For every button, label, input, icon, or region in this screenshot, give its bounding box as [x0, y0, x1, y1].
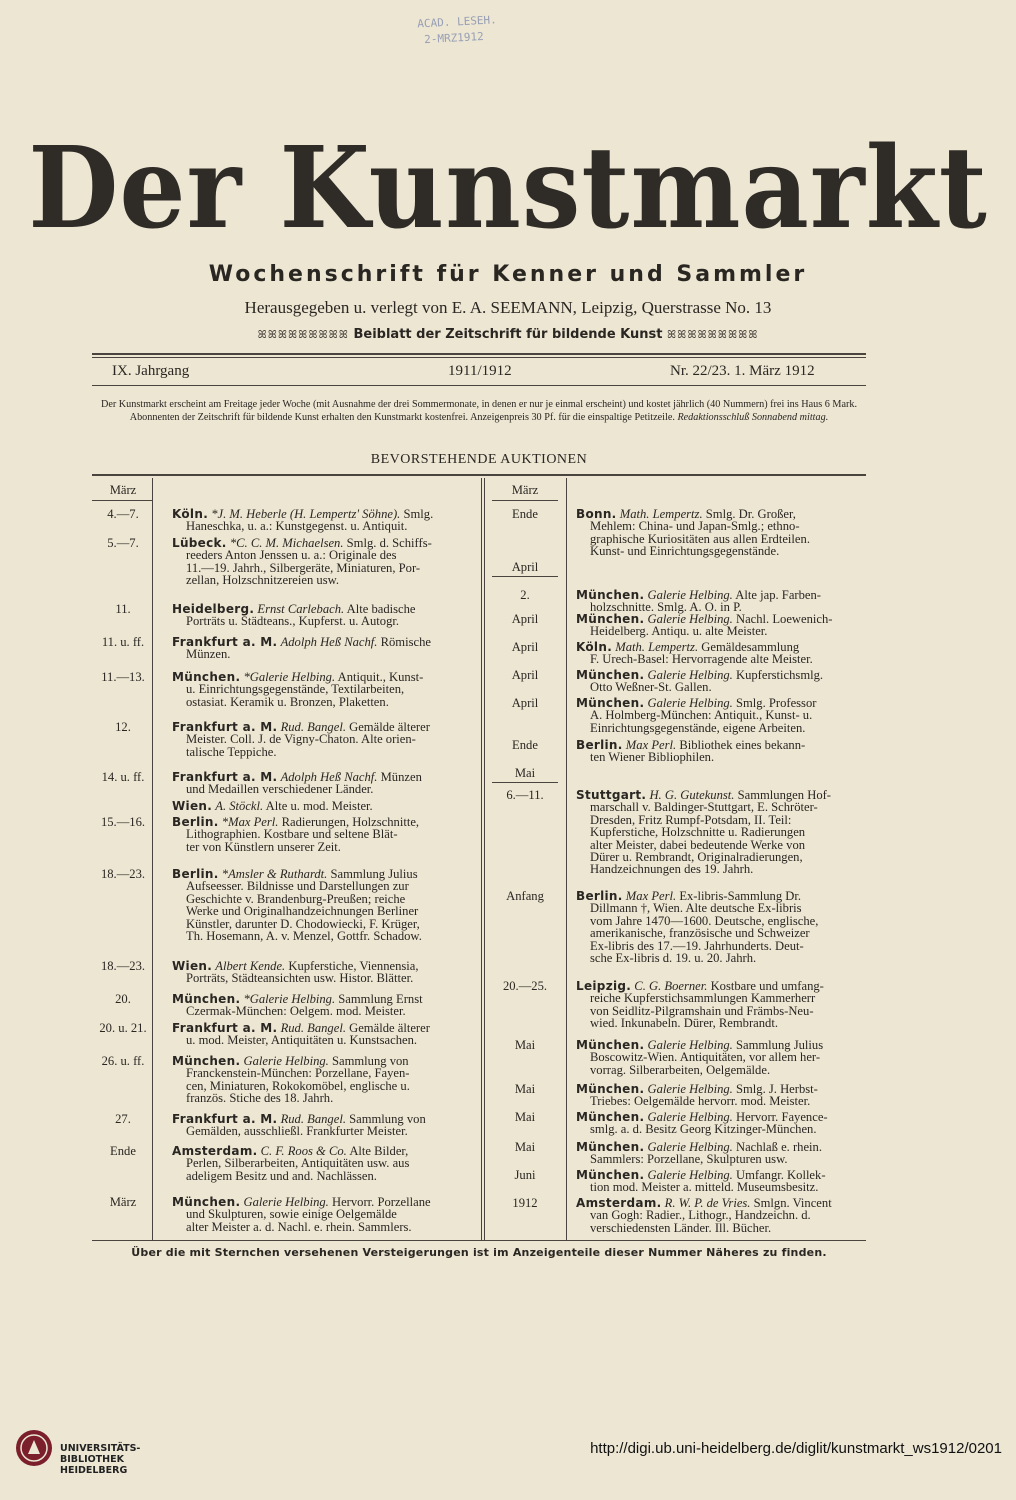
- april-rule: [492, 576, 558, 577]
- auction-house: *Galerie Helbing.: [243, 670, 336, 684]
- left-auction-entry: [172, 868, 474, 942]
- auction-house: Galerie Helbing.: [243, 1195, 329, 1209]
- auction-text-line: 11.—19. Jahrh., Silbergeräte, Miniaturen, Por-: [186, 560, 421, 575]
- right-auction-entry: [576, 613, 870, 638]
- right-month-top: März: [511, 483, 539, 497]
- auction-text-line: Sammlungen Hof-: [737, 788, 831, 802]
- left-auction-entry: [172, 1196, 474, 1233]
- auction-text-line: Sammlung Ernst: [338, 992, 423, 1006]
- auction-text-line: amerikanische, französische und Schweizer: [590, 926, 810, 941]
- auction-house: Albert Kende.: [215, 959, 286, 973]
- right-auction-entry: [576, 980, 870, 1030]
- left-auction-entry: [172, 771, 474, 796]
- auction-house: A. Stöckl.: [215, 799, 264, 813]
- auction-city: Lübeck.: [172, 536, 227, 550]
- auction-text-line: u. Einrichtungsgegenstände, Textilarbeiten,: [186, 682, 405, 697]
- auction-text-line: Czermak-München: Oelgem. mod. Meister.: [186, 1004, 406, 1019]
- auction-text-line: Boscowitz-Wien. Antiquitäten, vor allem her-: [590, 1050, 821, 1065]
- right-auction-entry: [576, 1039, 870, 1076]
- auction-text-line: französ. Stiche des 18. Jahrh.: [186, 1091, 334, 1106]
- left-entry-date: 4.—7.: [107, 507, 139, 521]
- auction-text-line: vom Jahre 1470—1600. Deutsche, englische,: [590, 913, 819, 928]
- right-auction-entry: [576, 641, 870, 666]
- left-auction-entry: [172, 960, 474, 985]
- auction-house: Rud. Bangel.: [280, 720, 346, 734]
- left-entry-date: 12.: [115, 720, 131, 734]
- auction-city: München.: [576, 1082, 645, 1096]
- left-auction-entry: [172, 636, 474, 661]
- auction-city: München.: [172, 670, 241, 684]
- left-month-rule: [92, 500, 152, 501]
- right-entry-date: Mai: [514, 1082, 536, 1096]
- auction-text-line: A. Holmberg-München: Antiquit., Kunst- u.: [590, 708, 813, 723]
- right-auction-entry: [576, 789, 870, 876]
- auction-house: Adolph Heß Nachf.: [280, 635, 378, 649]
- auction-house: Max Perl.: [625, 738, 677, 752]
- right-entry-date: Ende: [512, 738, 538, 752]
- auction-house: Galerie Helbing.: [647, 1082, 733, 1096]
- right-month-rule: [492, 500, 558, 501]
- auction-text-line: Nachl. Loewenich-: [735, 612, 833, 626]
- left-entry-date: 11.—13.: [101, 670, 145, 684]
- left-auction-entry: [172, 800, 474, 812]
- right-entry-date: Ende: [512, 507, 538, 521]
- rule-top-thin: [92, 357, 866, 358]
- auction-text-line: Ex-libris-Sammlung Dr.: [679, 889, 802, 903]
- auction-text-line: u. mod. Meister, Antiquitäten u. Kunstsachen.: [186, 1033, 418, 1048]
- auction-text-line: Römische: [380, 635, 431, 649]
- auction-city: München.: [576, 1038, 645, 1052]
- auction-text-line: Künstler, darunter D. Chodowiecki, F. Krüger,: [186, 916, 420, 931]
- auction-house: H. G. Gutekunst.: [649, 788, 735, 802]
- right-auction-entry: [576, 739, 870, 764]
- auction-city: Wien.: [172, 959, 213, 973]
- masthead-subtitle: Wochenschrift für Kenner und Sammler: [208, 262, 808, 287]
- auction-text-line: Franckenstein-München: Porzellane, Fayen-: [186, 1066, 410, 1081]
- auction-city: München.: [172, 992, 241, 1006]
- auction-house: Math. Lempertz.: [619, 507, 703, 521]
- auction-text-line: Alte jap. Farben-: [735, 588, 821, 602]
- auction-text-line: Th. Hosemann, A. v. Menzel, Gottfr. Schadow.: [186, 929, 422, 944]
- auction-house: Rud. Bangel.: [280, 1021, 346, 1035]
- auction-city: Köln.: [172, 507, 209, 521]
- issue-number: Nr. 22/23. 1. März 1912: [670, 363, 815, 379]
- auction-city: Frankfurt a. M.: [172, 1021, 278, 1035]
- left-entry-date: 11. u. ff.: [101, 635, 145, 649]
- auction-house: Galerie Helbing.: [647, 1110, 733, 1124]
- library-line-2: BIBLIOTHEK: [60, 1454, 124, 1465]
- auction-city: Heidelberg.: [172, 602, 255, 616]
- auction-house: *Max Perl.: [221, 815, 279, 829]
- auction-text-line: alter Meister a. d. Nachl. e. rhein. Sammlers.: [186, 1219, 412, 1234]
- auction-text-line: Smlg. Professor: [735, 696, 817, 710]
- right-entry-date: 2.: [520, 588, 530, 602]
- column-divider-a: [481, 478, 482, 1240]
- auction-house: R. W. P. de Vries.: [664, 1196, 751, 1210]
- left-auction-entry: [172, 1055, 474, 1105]
- auction-city: München.: [576, 588, 645, 602]
- auction-text-line: reiche Kupferstichsammlungen Kammerherr: [590, 991, 816, 1006]
- auction-house: *C. C. M. Michaelsen.: [229, 536, 344, 550]
- auction-city: Berlin.: [172, 815, 219, 829]
- auction-text-line: ostasiat. Keramik u. Bronzen, Plaketten.: [186, 694, 389, 709]
- issue-line: [92, 363, 852, 383]
- auction-house: *Galerie Helbing.: [243, 992, 336, 1006]
- issue-years: 1911/1912: [448, 363, 512, 379]
- left-entry-date: 26. u. ff.: [101, 1054, 145, 1068]
- auction-text-line: zellan, Holzschnitzereien usw.: [186, 573, 340, 588]
- auction-text-line: Aufseesser. Bildnisse und Darstellungen zur: [186, 879, 409, 894]
- right-date-rule: [566, 478, 567, 1240]
- left-entry-date: 20.: [115, 992, 131, 1006]
- ornament-right: ꕤꕤꕤꕤꕤꕤꕤꕤꕤ: [667, 328, 759, 341]
- auction-text-line: graphische Kuriositäten aus allen Erdteilen.: [590, 531, 810, 546]
- right-entry-date: Mai: [514, 1110, 536, 1124]
- right-auction-entry: [576, 508, 870, 558]
- auction-city: Amsterdam.: [172, 1144, 258, 1158]
- masthead-publisher: Herausgegeben u. verlegt von E. A. SEEMANN, Leipzig, Querstrasse No. 13: [244, 298, 772, 317]
- auction-city: Frankfurt a. M.: [172, 770, 278, 784]
- auction-text-line: tion mod. Meister a. mitteld. Museumsbesitz.: [590, 1180, 819, 1195]
- auction-city: München.: [576, 1168, 645, 1182]
- auction-house: C. G. Boerner.: [634, 979, 708, 993]
- auction-text-line: Handzeichnungen des 19. Jahrh.: [590, 862, 754, 877]
- right-auction-entry: [576, 890, 870, 964]
- left-auction-entry: [172, 993, 474, 1018]
- left-auction-entry: [172, 816, 474, 853]
- auction-house: Galerie Helbing.: [647, 588, 733, 602]
- auction-city: München.: [172, 1054, 241, 1068]
- auction-text-line: Kostbare und umfang-: [710, 979, 824, 993]
- auction-city: Bonn.: [576, 507, 617, 521]
- right-auction-entry: [576, 589, 870, 614]
- auction-house: *J. M. Heberle (H. Lempertz' Söhne).: [211, 507, 401, 521]
- auction-text-line: Werke und Originalhandzeichnungen Berliner: [186, 904, 419, 919]
- auction-city: Stuttgart.: [576, 788, 647, 802]
- auction-text-line: Geschichte v. Brandenburg-Preußen; reiche: [186, 891, 406, 906]
- auction-text-line: Alte Bilder,: [349, 1144, 409, 1158]
- auction-text-line: Smlg. J. Herbst-: [735, 1082, 818, 1096]
- rule-mid: [92, 385, 866, 386]
- auction-house: Galerie Helbing.: [647, 668, 733, 682]
- auction-city: Berlin.: [576, 889, 623, 903]
- auction-text-line: Ex-libris des 17.—19. Jahrhunderts. Deut-: [590, 938, 804, 953]
- auction-text-line: Gemälden, ausschließl. Frankfurter Meister.: [186, 1124, 408, 1139]
- auction-text-line: Haneschka, u. a.: Kunstgegenst. u. Antiquit.: [186, 519, 408, 534]
- auction-city: Berlin.: [172, 867, 219, 881]
- auction-text-line: Sammlers: Porzellane, Skulpturen usw.: [590, 1152, 788, 1167]
- left-entry-date: 14. u. ff.: [101, 770, 145, 784]
- right-auction-entry: [576, 669, 870, 694]
- auction-text-line: Porträts u. Städteans., Kupferst. u. Autogr.: [186, 614, 400, 629]
- right-entry-date: 6.—11.: [506, 788, 544, 802]
- auction-city: Leipzig.: [576, 979, 632, 993]
- auction-text-line: Dillmann †, Wien. Alte deutsche Ex-libris: [590, 901, 802, 916]
- left-entry-date: 18.—23.: [100, 959, 146, 973]
- auction-text-line: reeders Anton Jenssen u. a.: Originale des: [186, 548, 397, 563]
- left-entry-date: 11.: [115, 602, 131, 616]
- auction-text-line: Nachlaß e. rhein.: [735, 1140, 823, 1154]
- auction-text-line: Sammlung von: [349, 1112, 426, 1126]
- auction-text-line: holzschnitte. Smlg. A. O. in P.: [590, 600, 742, 615]
- right-month-mai: Mai: [514, 766, 536, 780]
- auction-text-line: Gemälde älterer: [349, 1021, 430, 1035]
- auction-text-line: Otto Weßner-St. Gallen.: [590, 680, 712, 695]
- auction-city: München.: [172, 1195, 241, 1209]
- right-entry-date: Juni: [514, 1168, 536, 1182]
- rule-section: [92, 474, 866, 476]
- right-auction-entry: [576, 697, 870, 734]
- left-auction-entry: [172, 1113, 474, 1138]
- auction-city: Köln.: [576, 640, 613, 654]
- beiblatt-line: [0, 327, 1016, 342]
- library-name: [60, 1443, 140, 1476]
- right-entry-date: 20.—25.: [502, 979, 548, 993]
- auction-house: Galerie Helbing.: [243, 1054, 329, 1068]
- right-entry-date: Anfang: [506, 889, 544, 903]
- auction-city: Amsterdam.: [576, 1196, 662, 1210]
- auction-text-line: Sammlung von: [331, 1054, 409, 1068]
- auction-text-line: Gemälde älterer: [349, 720, 430, 734]
- auction-text-line: Alte u. mod. Meister.: [265, 799, 373, 813]
- auction-text-line: Kupferstiche, Viennensia,: [288, 959, 419, 973]
- auction-text-line: cen, Miniaturen, Rokokomöbel, englische u.: [186, 1078, 410, 1093]
- auction-city: Wien.: [172, 799, 213, 813]
- auction-text-line: Triebes: Oelgemälde hervorr. mod. Meister.: [590, 1094, 811, 1109]
- left-auction-entry: [172, 721, 474, 758]
- right-entry-date: April: [511, 612, 539, 626]
- auction-text-line: Alte badische: [346, 602, 416, 616]
- auction-house: C. F. Roos & Co.: [260, 1144, 347, 1158]
- auction-text-line: marschall v. Baldinger-Stuttgart, E. Schröter-: [590, 800, 818, 815]
- auction-house: Max Perl.: [625, 889, 677, 903]
- ornament-left: ꕤꕤꕤꕤꕤꕤꕤꕤꕤ: [257, 328, 349, 341]
- auction-text-line: Meister. Coll. J. de Vigny-Chaton. Alte orien-: [186, 732, 416, 747]
- auction-text-line: sche Ex-libris d. 19. u. 20. Jahrh.: [590, 951, 757, 966]
- left-month: März: [109, 483, 137, 497]
- auction-text-line: Perlen, Silberarbeiten, Antiquitäten usw. aus: [186, 1156, 410, 1171]
- left-auction-entry: [172, 1145, 474, 1182]
- right-entry-date: April: [511, 668, 539, 682]
- auction-city: München.: [576, 668, 645, 682]
- right-entry-date: April: [511, 696, 539, 710]
- auction-text-line: ter von Künstlern unserer Zeit.: [186, 839, 341, 854]
- library-line-1: UNIVERSITÄTS-: [60, 1443, 141, 1454]
- auction-text-line: Heidelberg. Antiqu. u. alte Meister.: [590, 624, 768, 639]
- auction-city: Frankfurt a. M.: [172, 1112, 278, 1126]
- auction-text-line: Dürer u. Rembrandt, Originalradierungen,: [590, 850, 803, 865]
- info-deadline: Redaktionsschluß Sonnabend mittag.: [677, 412, 829, 423]
- auction-city: München.: [576, 1110, 645, 1124]
- auction-text-line: Smlg. d. Schiffs-: [346, 536, 432, 550]
- university-seal-icon: [14, 1428, 54, 1468]
- library-line-3: HEIDELBERG: [60, 1465, 128, 1476]
- auction-text-line: Mehlem: China- und Japan-Smlg.; ethno-: [590, 519, 800, 534]
- auction-house: Adolph Heß Nachf.: [280, 770, 378, 784]
- auction-text-line: F. Urech-Basel: Hervorragende alte Meister.: [590, 652, 813, 667]
- auction-text-line: alter Meister, dabei bedeutende Werke von: [590, 837, 806, 852]
- auction-house: Galerie Helbing.: [647, 696, 733, 710]
- beiblatt-text: Beiblatt der Zeitschrift für bildende Kunst: [353, 327, 663, 342]
- auction-house: Ernst Carlebach.: [257, 602, 345, 616]
- auction-text-line: Umfangr. Kollek-: [735, 1168, 826, 1182]
- masthead-title: Der Kunstmarkt: [28, 121, 988, 254]
- left-entry-date: März: [109, 1195, 137, 1209]
- auction-city: Frankfurt a. M.: [172, 635, 278, 649]
- auction-text-line: Einrichtungsgegenstände, eigene Arbeiten.: [590, 720, 806, 735]
- auction-city: München.: [576, 696, 645, 710]
- right-auction-entry: [576, 1111, 870, 1136]
- right-entry-date: 1912: [512, 1196, 538, 1210]
- auction-text-line: van Gogh: Radier., Lithogr., Handzeichn. d.: [590, 1208, 811, 1223]
- auction-text-line: Smlg.: [403, 507, 434, 521]
- right-auction-entry: [576, 1083, 870, 1108]
- left-auction-entry: [172, 603, 474, 628]
- auction-text-line: Kupferstiche, Holzschnitte u. Radierungen: [590, 825, 806, 840]
- auction-text-line: Sammlung Julius: [735, 1038, 824, 1052]
- auction-house: Galerie Helbing.: [647, 612, 733, 626]
- auction-text-line: ten Wiener Bibliophilen.: [590, 750, 715, 765]
- auction-text-line: Hervorr. Porzellane: [331, 1195, 431, 1209]
- auction-text-line: Lithographien. Kostbare und seltene Blät-: [186, 827, 398, 842]
- auction-text-line: Sammlung Julius: [330, 867, 418, 881]
- auction-city: Frankfurt a. M.: [172, 720, 278, 734]
- stamp-line-1: ACAD. LESEH.: [417, 13, 498, 31]
- auction-text-line: Smlgn. Vincent: [753, 1196, 832, 1210]
- auction-text-line: Gemäldesammlung: [701, 640, 800, 654]
- auction-house: *Amsler & Ruthardt.: [221, 867, 328, 881]
- left-auction-entry: [172, 508, 474, 533]
- auction-text-line: Radierungen, Holzschnitte,: [281, 815, 420, 829]
- auction-text-line: Porträts, Städteansichten usw. Histor. Blätter.: [186, 971, 414, 986]
- left-auction-entry: [172, 671, 474, 708]
- auction-city: München.: [576, 1140, 645, 1154]
- right-entry-date: Mai: [514, 1140, 536, 1154]
- mai-rule: [492, 782, 558, 783]
- left-entry-date: 20. u. 21.: [99, 1021, 147, 1035]
- left-entry-date: 5.—7.: [107, 536, 139, 550]
- section-title: BEVORSTEHENDE AUKTIONEN: [370, 452, 588, 467]
- left-entry-date: Ende: [110, 1144, 136, 1158]
- source-url[interactable]: http://digi.ub.uni-heidelberg.de/diglit/kunstmarkt_ws1912/0201: [590, 1440, 1002, 1457]
- auction-text-line: vorrag. Silberarbeiten, Oelgemälde.: [590, 1062, 771, 1077]
- publication-info: [92, 398, 866, 424]
- auction-text-line: Antiquit., Kunst-: [337, 670, 424, 684]
- right-entry-date: April: [511, 640, 539, 654]
- right-auction-entry: [576, 1169, 870, 1194]
- left-auction-entry: [172, 1022, 474, 1047]
- auction-text-line: adeligem Besitz und and. Nachlässen.: [186, 1168, 377, 1183]
- right-auction-entry: [576, 1141, 870, 1166]
- right-auction-entry: [576, 1197, 870, 1234]
- right-entry-date: Mai: [514, 1038, 536, 1052]
- issue-volume: IX. Jahrgang: [112, 363, 190, 379]
- auction-text-line: talische Teppiche.: [186, 744, 277, 759]
- auction-house: Galerie Helbing.: [647, 1038, 733, 1052]
- stamp-line-2: 2-MRZ1912: [423, 29, 485, 47]
- auction-text-line: Hervorr. Fayence-: [735, 1110, 828, 1124]
- right-month-april: April: [511, 560, 539, 574]
- auction-text-line: Bibliothek eines bekann-: [679, 738, 806, 752]
- auction-text-line: smlg. a. d. Besitz Georg Kitzinger-München.: [590, 1122, 817, 1137]
- auction-city: München.: [576, 612, 645, 626]
- auction-house: Rud. Bangel.: [280, 1112, 346, 1126]
- left-date-rule: [152, 478, 153, 1240]
- left-entry-date: 15.—16.: [100, 815, 146, 829]
- left-auction-entry: [172, 537, 474, 587]
- auction-text-line: und Skulpturen, sowie einige Oelgemälde: [186, 1207, 397, 1222]
- footnote: Über die mit Sternchen versehenen Versteigerungen ist im Anzeigenteile dieser Nummer Näheres zu finden.: [131, 1246, 827, 1259]
- auction-text-line: Kunst- und Einrichtungsgegenstände.: [590, 544, 780, 559]
- rule-top: [92, 353, 866, 355]
- library-stamp: [417, 12, 511, 59]
- auction-house: Galerie Helbing.: [647, 1140, 733, 1154]
- auction-house: Math. Lempertz.: [615, 640, 699, 654]
- info-text: Der Kunstmarkt erscheint am Freitage jeder Woche (mit Ausnahme der drei Sommermonate, in denen er nur je einmal erscheint) und kostet jährlich (40 Nummern) frei ins Haus 6 Mark. Abonnenten der Zeitschrift für bildende Kunst erhalten den Kunstmarkt kostenfrei. Anzeigenpreis 30 Pf. für die einspaltige Petitzeile.: [100, 399, 858, 423]
- auction-text-line: verschiedensten Länder. Ill. Bücher.: [590, 1220, 772, 1235]
- auction-text-line: von Seidlitz-Pilgramshain und Främbs-Neu-: [590, 1003, 814, 1018]
- auction-text-line: Smlg. Dr. Großer,: [705, 507, 796, 521]
- auction-text-line: Münzen: [380, 770, 422, 784]
- auction-city: Berlin.: [576, 738, 623, 752]
- left-entry-date: 27.: [115, 1112, 131, 1126]
- auction-text-line: Münzen.: [186, 647, 231, 662]
- auction-text-line: und Medaillen verschiedener Länder.: [186, 782, 374, 797]
- rule-bottom: [92, 1240, 866, 1241]
- auction-text-line: Kupferstichsmlg.: [735, 668, 824, 682]
- left-entry-date: 18.—23.: [100, 867, 146, 881]
- auction-text-line: wied. Inkunabeln. Dürer, Rembrandt.: [590, 1016, 778, 1031]
- auction-house: Galerie Helbing.: [647, 1168, 733, 1182]
- auction-text-line: Dresden, Fritz Rumpf-Potsdam, II. Teil:: [590, 812, 792, 827]
